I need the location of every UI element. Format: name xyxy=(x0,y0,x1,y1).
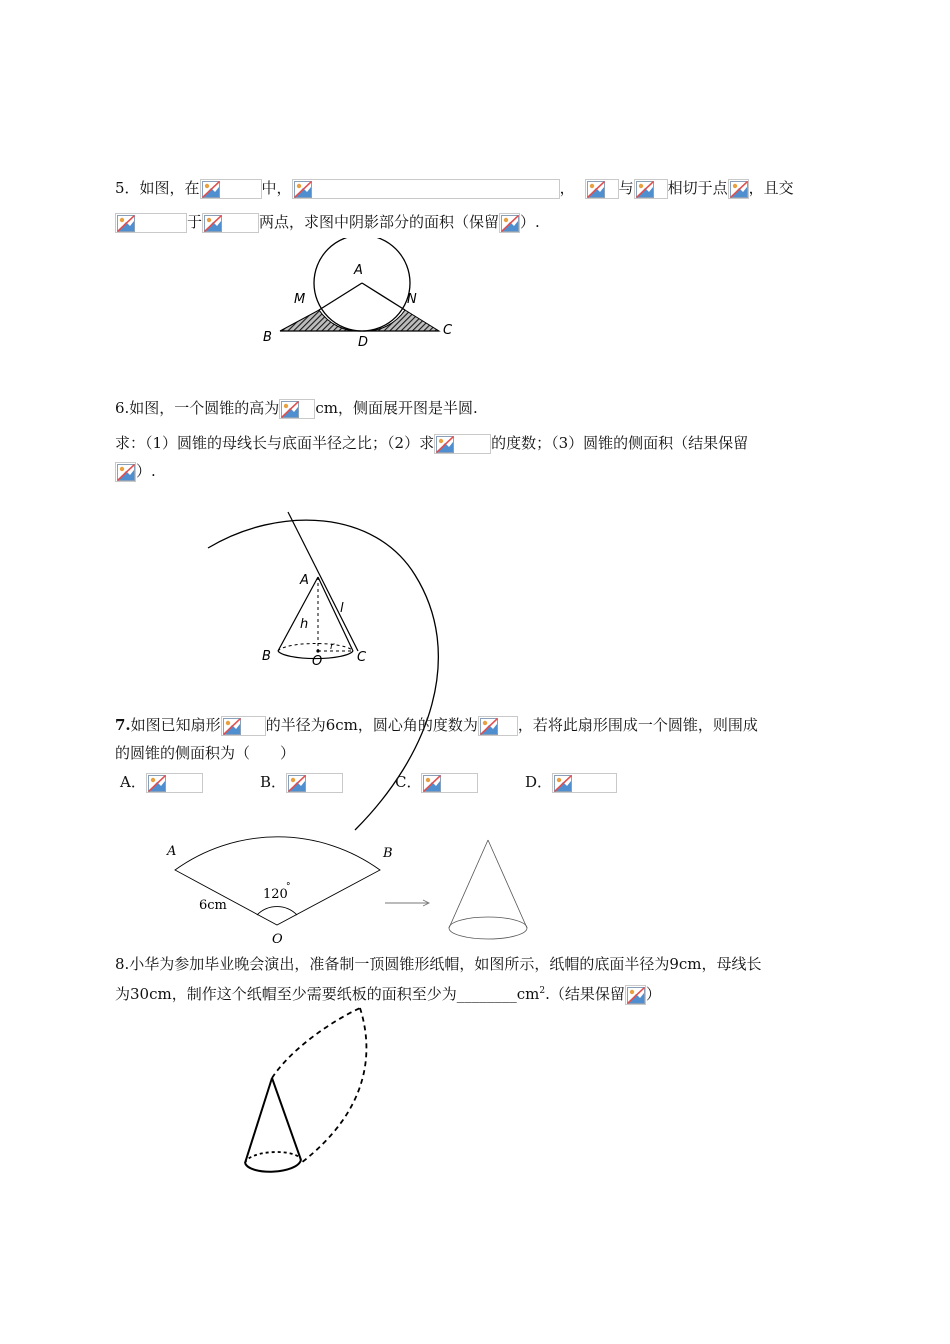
broken-image-icon xyxy=(436,436,454,453)
q5-line-1 xyxy=(115,178,794,199)
label-degree: ° xyxy=(286,882,291,892)
q5-text: 于 xyxy=(187,213,203,231)
formula-image-placeholder xyxy=(478,716,518,736)
formula-image-placeholder xyxy=(115,213,187,233)
q7-option-d[interactable] xyxy=(525,772,617,793)
hat-base-front xyxy=(245,1160,301,1172)
q6-text: cm，侧面展开图是半圆. xyxy=(315,399,478,417)
formula-image-placeholder xyxy=(728,179,749,199)
hat-edge-left xyxy=(245,1078,272,1163)
label-n: N xyxy=(407,292,417,307)
q7-text: 的半径为6cm，圆心角的度数为 xyxy=(265,716,478,734)
label-b: B xyxy=(263,330,272,345)
q7-figure-sector-to-cone xyxy=(155,805,545,950)
label-l: l xyxy=(340,601,344,616)
q6-figure-cone-development xyxy=(190,505,460,845)
broken-image-icon xyxy=(636,181,654,198)
q5-text: 与 xyxy=(618,179,634,197)
broken-image-icon xyxy=(288,775,306,792)
q5-text: ，且交 xyxy=(748,179,794,197)
segment-an xyxy=(362,283,405,310)
formula-image-placeholder xyxy=(625,985,646,1005)
broken-image-icon xyxy=(480,718,498,735)
slant-extension xyxy=(288,512,358,651)
label-r: r xyxy=(330,641,335,652)
q8-text: 为30cm，制作这个纸帽至少需要纸板的面积至少为________cm xyxy=(115,985,540,1003)
broken-image-icon xyxy=(587,181,605,198)
broken-image-icon xyxy=(202,181,220,198)
q7-option-b[interactable] xyxy=(260,772,343,793)
formula-image-placeholder xyxy=(292,179,560,199)
broken-image-icon xyxy=(501,215,519,232)
hat-edge-right xyxy=(272,1078,301,1160)
label-a: A xyxy=(300,573,309,588)
q6-text: 的度数；（3）圆锥的侧面积（结果保留 xyxy=(491,434,749,452)
label-m: M xyxy=(294,292,306,307)
angle-arc xyxy=(257,907,297,915)
q8-line-1 xyxy=(115,954,761,974)
circle-a xyxy=(314,238,410,331)
formula-image-placeholder xyxy=(279,399,315,419)
label-b: B xyxy=(383,846,393,861)
cone-edge-ac xyxy=(318,577,353,651)
broken-image-icon xyxy=(423,775,441,792)
q6-line-1 xyxy=(115,398,478,419)
broken-image-icon xyxy=(281,401,299,418)
label-angle: 120 xyxy=(263,887,288,902)
formula-image-placeholder xyxy=(221,716,266,736)
unfolded-arc xyxy=(301,1008,366,1163)
shaded-region-right xyxy=(362,310,439,331)
label-c: C xyxy=(357,650,367,665)
q8-text: .（结果保留 xyxy=(545,985,625,1003)
formula-image-placeholder xyxy=(585,179,619,199)
option-label: A． xyxy=(120,773,146,791)
broken-image-icon xyxy=(223,718,241,735)
q7-option-c[interactable] xyxy=(395,772,478,793)
q7-line-2 xyxy=(115,743,295,763)
label-a: A xyxy=(354,263,363,278)
formula-image-placeholder xyxy=(115,462,136,482)
broken-image-icon xyxy=(554,775,572,792)
label-c: C xyxy=(443,323,453,338)
q8-text: 8.小华为参加毕业晚会演出，准备制一顶圆锥形纸帽，如图所示，纸帽的底面半径为9cm，母线长 xyxy=(115,955,762,973)
q6-text: 6.如图，一个圆锥的高为 xyxy=(115,399,280,417)
q5-text: 两点，求图中阴影部分的面积（保留 xyxy=(259,213,500,231)
cone-edge-left xyxy=(449,840,488,928)
broken-image-icon xyxy=(148,775,166,792)
option-label: C． xyxy=(395,773,422,791)
formula-image-placeholder xyxy=(499,213,520,233)
q6-text: 求：（1）圆锥的母线长与底面半径之比；（2）求 xyxy=(115,434,435,452)
point-o xyxy=(316,649,319,652)
label-radius: 6cm xyxy=(199,898,227,913)
option-label: B． xyxy=(260,773,287,791)
formula-image-placeholder xyxy=(552,773,617,793)
q7-number: 7. xyxy=(115,716,131,734)
q7-text: ，若将此扇形围成一个圆锥，则围成 xyxy=(517,716,758,734)
q5-text: 相切于点 xyxy=(667,179,728,197)
q8-figure-paper-hat xyxy=(235,1000,395,1185)
q5-text: 中， xyxy=(261,179,292,197)
q6-text: ）. xyxy=(136,462,156,480)
broken-image-icon xyxy=(117,464,135,481)
q7-text: 的圆锥的侧面积为（ ） xyxy=(115,744,296,762)
q7-option-a[interactable] xyxy=(120,772,203,793)
formula-image-placeholder xyxy=(200,179,262,199)
q5-text: 5．如图，在 xyxy=(115,179,200,197)
q5-line-2 xyxy=(115,212,540,233)
formula-image-placeholder xyxy=(634,179,668,199)
label-a: A xyxy=(167,844,177,859)
q6-line-3 xyxy=(115,461,156,482)
label-o: O xyxy=(272,932,283,947)
cone-edge-right xyxy=(488,840,527,928)
formula-image-placeholder xyxy=(286,773,343,793)
cone-edge-ab xyxy=(278,577,318,651)
q5-text: ）. xyxy=(520,213,540,231)
superscript: 2 xyxy=(539,986,546,996)
q7-line-1 xyxy=(115,715,758,736)
formula-image-placeholder xyxy=(434,434,491,454)
q8-text: ） xyxy=(645,985,661,1003)
broken-image-icon xyxy=(730,181,748,198)
q5-figure-circle-triangle xyxy=(250,238,470,353)
segment-am xyxy=(319,283,362,310)
broken-image-icon xyxy=(627,987,645,1004)
q7-text: 如图已知扇形 xyxy=(130,716,221,734)
shaded-region-left xyxy=(280,310,362,331)
broken-image-icon xyxy=(117,215,135,232)
base-ellipse-back xyxy=(278,643,353,651)
label-d: D xyxy=(358,335,369,350)
label-o: O xyxy=(312,654,323,669)
broken-image-icon xyxy=(204,215,222,232)
broken-image-icon xyxy=(294,181,312,198)
q5-text: ， xyxy=(559,179,575,197)
formula-image-placeholder xyxy=(202,213,259,233)
formula-image-placeholder xyxy=(421,773,478,793)
q6-line-2 xyxy=(115,433,748,454)
label-b: B xyxy=(262,649,271,664)
unfolded-edge xyxy=(272,1008,360,1078)
label-h: h xyxy=(300,617,309,632)
option-label: D． xyxy=(525,773,553,791)
formula-image-placeholder xyxy=(146,773,203,793)
hat-base-back xyxy=(245,1152,301,1163)
cone-base xyxy=(449,917,527,939)
